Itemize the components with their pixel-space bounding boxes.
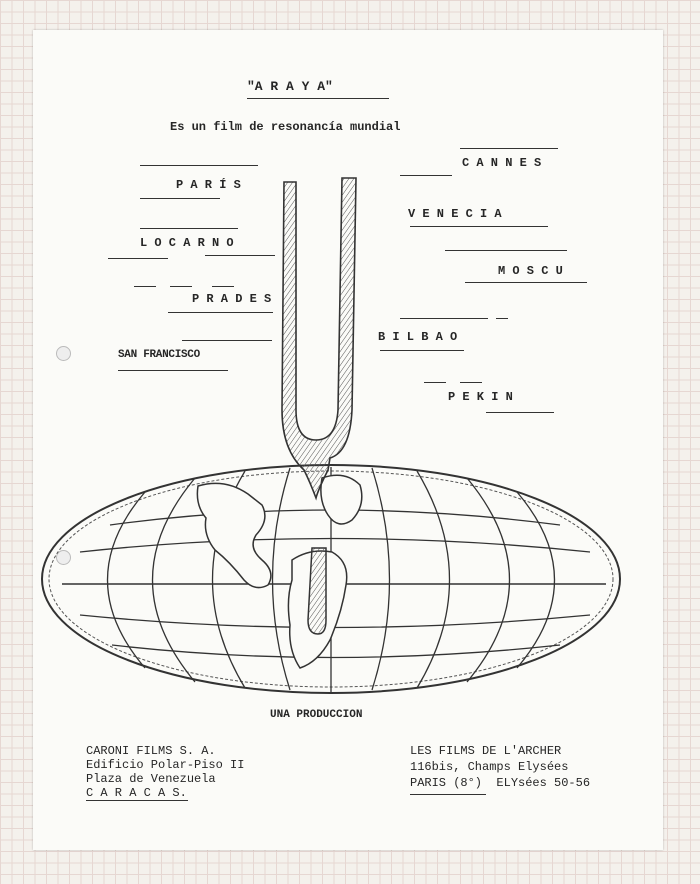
production-label: UNA PRODUCCION — [270, 709, 363, 721]
producer-right-city-phone: PARIS (8°) ELYsées 50-56 — [410, 776, 591, 790]
producer-left-plaza: Plaza de Venezuela — [86, 772, 216, 786]
decorative-underline — [496, 318, 508, 319]
city-san-francisco: SAN FRANCISCO — [118, 349, 200, 361]
decorative-underline — [168, 312, 273, 313]
decorative-underline — [445, 250, 567, 251]
decorative-underline — [460, 148, 558, 149]
city-paris: P A R Í S — [176, 178, 241, 192]
decorative-underline — [140, 198, 220, 199]
decorative-underline — [460, 382, 482, 383]
city-venecia: V E N E C I A — [408, 207, 502, 221]
subtitle: Es un film de resonancía mundial — [170, 120, 401, 134]
producer-right-name: LES FILMS DE L'ARCHER — [410, 744, 562, 758]
city-cannes: C A N N E S — [462, 156, 542, 170]
decorative-underline — [380, 350, 464, 351]
decorative-underline — [118, 370, 228, 371]
producer-left-name: CARONI FILMS S. A. — [86, 744, 216, 758]
title-underline — [247, 98, 389, 99]
city-underline — [86, 800, 188, 801]
decorative-underline — [410, 226, 548, 227]
city-moscu: M O S C U — [498, 264, 563, 278]
producer-right-address: 116bis, Champs Elysées — [410, 760, 569, 774]
decorative-underline — [212, 286, 234, 287]
decorative-underline — [140, 165, 258, 166]
paris-underline — [410, 794, 486, 795]
decorative-underline — [400, 175, 452, 176]
decorative-underline — [134, 286, 156, 287]
decorative-underline — [182, 340, 272, 341]
decorative-underline — [400, 318, 488, 319]
city-pekin: P E K I N — [448, 390, 513, 404]
city-locarno: L O C A R N O — [140, 236, 234, 250]
decorative-underline — [424, 382, 446, 383]
decorative-underline — [108, 258, 168, 259]
city-prades: P R A D E S — [192, 292, 272, 306]
decorative-underline — [170, 286, 192, 287]
decorative-underline — [465, 282, 587, 283]
producer-left-building: Edificio Polar-Piso II — [86, 758, 245, 772]
producer-left-city: C A R A C A S. — [86, 786, 187, 800]
decorative-underline — [140, 228, 238, 229]
globe — [42, 465, 620, 693]
decorative-underline — [486, 412, 554, 413]
city-bilbao: B I L B A O — [378, 330, 458, 344]
decorative-underline — [205, 255, 275, 256]
film-title: "A R A Y A" — [247, 79, 333, 94]
